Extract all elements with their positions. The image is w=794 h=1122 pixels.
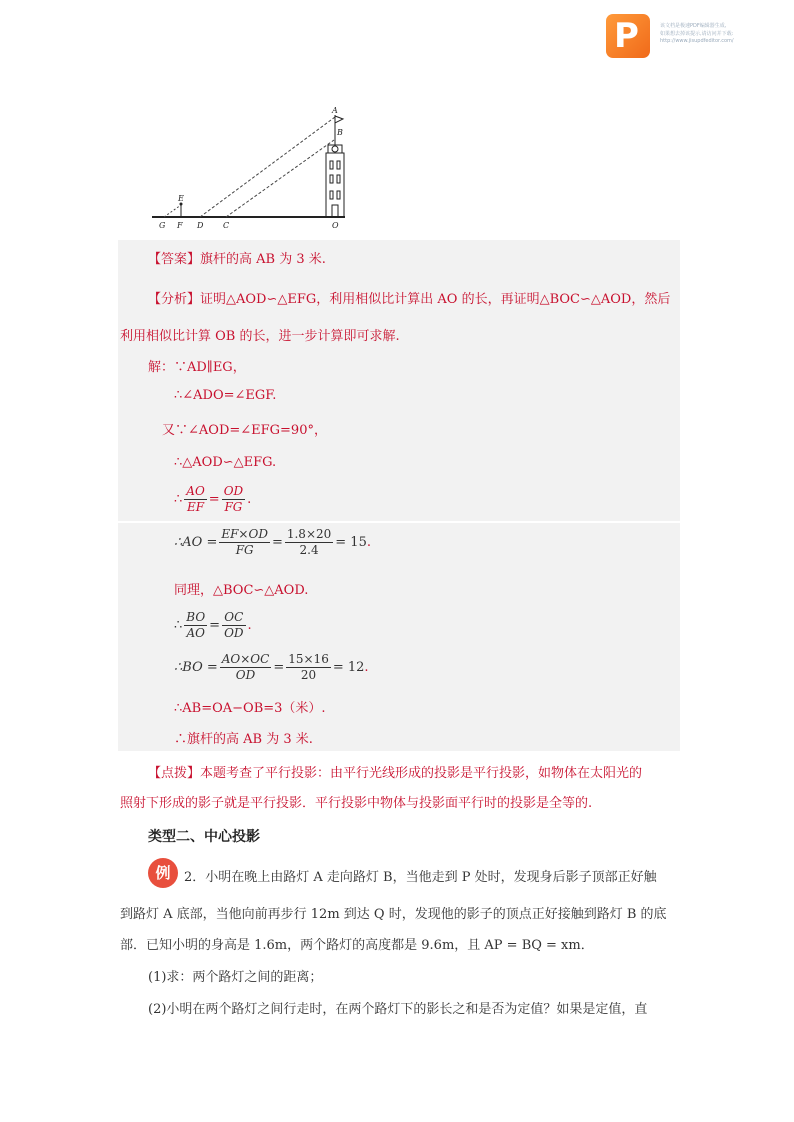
analysis-tag: 【分析】 [148, 292, 201, 307]
question-1: (1)求：两个路灯之间的距离； [148, 970, 323, 985]
solution-step: 同理，△BOC∽△AOD. [174, 583, 309, 598]
comment-text: 本题考查了平行投影：由平行光线形成的投影是平行投影，如物体在太阳光的 [200, 766, 643, 781]
fraction-equation-1: ∴ $\frac{AO}{EF}$ = $\frac{OD}{FG}$ . [174, 484, 252, 514]
analysis-line-1 [148, 288, 670, 307]
analysis-text: 证明△AOD∽△EFG，利用相似比计算出 AO 的长，再证明△BOC∽△AOD，然后 [200, 292, 671, 307]
comment-tag: 【点拨】 [148, 766, 201, 781]
label-F: F [177, 221, 183, 230]
solution-step: 解：∵AD∥EG， [148, 360, 246, 375]
analysis-line-2: 利用相似比计算 OB 的长，进一步计算即可求解. [120, 329, 400, 344]
comment-line-1 [148, 762, 642, 781]
answer-text: 旗杆的高 AB 为 3 米. [200, 252, 326, 267]
example-badge: 例 [148, 858, 178, 888]
label-E: E [178, 194, 184, 203]
answer-line [148, 248, 326, 267]
label-O: O [332, 221, 339, 230]
fraction-equation-3: ∴ $\frac{BO}{AO}$ = $\frac{OC}{OD}$ . [174, 610, 252, 640]
label-D: D [197, 221, 204, 230]
watermark-line: http://www.jisupdfeditor.com/ [660, 38, 734, 44]
fraction-equation-2: ∴AO = $\frac{EF\times OD}{FG}$ = $\frac{1.8⨯20}{2.4}$ = 15 . [174, 527, 371, 557]
label-B: B [337, 128, 343, 137]
solution-step: ∴AB=OA−OB=3（米）. [174, 701, 326, 716]
label-G: G [159, 221, 166, 230]
label-A: A [332, 106, 338, 115]
section-title: 类型二、中心投影 [148, 829, 260, 845]
answer-tag: 【答案】 [148, 252, 201, 267]
solution-step: 又∵∠AOD=∠EFG=90°， [162, 423, 327, 438]
example-line-1: 2．小明在晚上由路灯 A 走向路灯 B，当他走到 P 处时，发现身后影子顶部正好触 [184, 870, 657, 885]
watermark-line: 该文档是极速PDF编辑器生成, [660, 23, 727, 29]
question-2: (2)小明在两个路灯之间行走时，在两个路灯下的影长之和是否为定值？如果是定值，直 [148, 1002, 648, 1017]
example-line-2: 到路灯 A 底部，当他向前再步行 12m 到达 Q 时，发现他的影子的顶点正好接触到路灯 B 的底 [120, 907, 667, 922]
label-C: C [223, 221, 230, 230]
solution-step: ∴∠ADO=∠EGF. [174, 388, 277, 403]
solution-step: ∴△AOD∽△EFG. [174, 455, 277, 470]
comment-line-2: 照射下形成的影子就是平行投影．平行投影中物体与投影面平行时的投影是全等的. [120, 796, 593, 811]
example-line-3: 部．已知小明的身高是 1.6m，两个路灯的高度都是 9.6m，且 AP = BQ = xm． [120, 938, 594, 953]
pdf-editor-logo: P [606, 14, 650, 58]
fraction-equation-4: ∴BO = $\frac{AO\times OC}{OD}$ = $\frac{15⨯16}{20}$ = 12 . [174, 652, 369, 682]
watermark-line: 如果想去掉该提示,请访问并下载: [660, 31, 734, 37]
solution-step: ∴旗杆的高 AB 为 3 米. [174, 732, 313, 747]
